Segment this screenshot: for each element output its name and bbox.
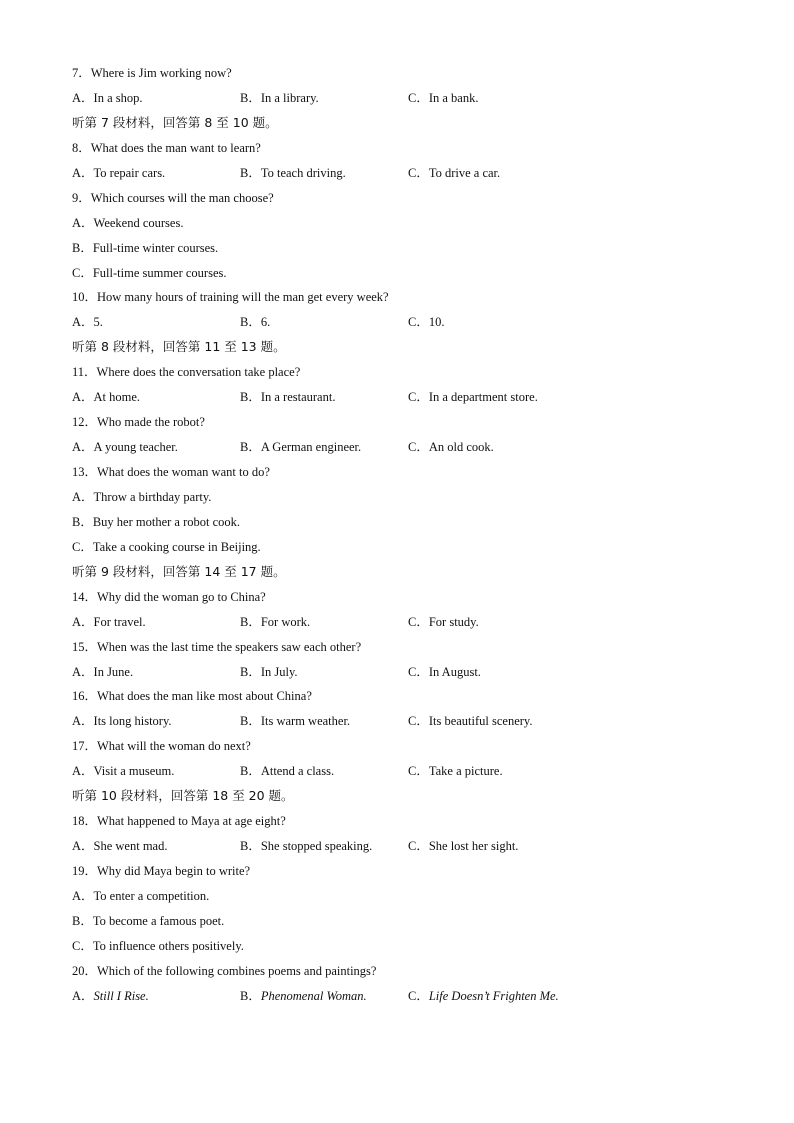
question-text: 10．How many hours of training will the man get every week? <box>72 290 389 305</box>
option-title: Life Doesn’t Frighten Me. <box>428 988 559 1003</box>
option-a: A．In a shop. <box>72 90 143 105</box>
section-instruction: 听第 9 段材料，回答第 14 至 17 题。 <box>72 563 286 579</box>
section-instruction: 听第 8 段材料，回答第 11 至 13 题。 <box>72 339 286 355</box>
option-c: C．To drive a car. <box>408 165 501 180</box>
option-a: A．In June. <box>72 664 134 679</box>
option-label: A． <box>72 988 94 1003</box>
question-text: 12．Who made the robot? <box>72 415 205 430</box>
option-label: B． <box>240 988 261 1003</box>
options-row <box>72 310 732 335</box>
question-text: 7．Where is Jim working now? <box>72 66 232 80</box>
option-b: B．For work. <box>240 614 311 629</box>
options-row <box>72 709 732 734</box>
options-row <box>72 610 732 635</box>
option-a <box>72 984 149 1009</box>
option-a: A．A young teacher. <box>72 440 178 455</box>
option-a: A．Visit a museum. <box>72 764 175 779</box>
question-text: 8．What does the man want to learn? <box>72 140 261 155</box>
question-text: 20．Which of the following combines poems and paintings? <box>72 963 377 978</box>
option-line: A．Weekend courses. <box>72 215 184 230</box>
question-text: 16．What does the man like most about China? <box>72 689 312 704</box>
question-sheet <box>72 61 732 1009</box>
question-text: 18．What happened to Maya at age eight? <box>72 814 286 829</box>
option-line: A．Throw a birthday party. <box>72 489 212 504</box>
option-b: B．In a restaurant. <box>240 390 336 405</box>
option-c: C．In August. <box>408 664 481 679</box>
option-line: C．Take a cooking course in Beijing. <box>72 539 261 554</box>
option-b: B．To teach driving. <box>240 165 346 180</box>
option-b: B．In a library. <box>240 90 319 105</box>
option-line: B．Buy her mother a robot cook. <box>72 514 241 529</box>
question-text: 11．Where does the conversation take place? <box>72 365 301 380</box>
options-row <box>72 834 732 859</box>
option-c: C．10. <box>408 315 445 330</box>
option-b: B．Its warm weather. <box>240 714 351 729</box>
option-b: B．In July. <box>240 664 298 679</box>
options-row <box>72 984 732 1009</box>
option-c: C．An old cook. <box>408 440 494 455</box>
options-row <box>72 385 732 410</box>
question-text: 17．What will the woman do next? <box>72 739 251 754</box>
option-b: B．Attend a class. <box>240 764 335 779</box>
option-c <box>408 984 559 1009</box>
option-b: B．A German engineer. <box>240 440 362 455</box>
options-row <box>72 161 732 186</box>
question-text: 13．What does the woman want to do? <box>72 465 270 479</box>
section-instruction: 听第 7 段材料，回答第 8 至 10 题。 <box>72 114 278 130</box>
question-text: 19．Why did Maya begin to write? <box>72 864 251 878</box>
option-b: B．She stopped speaking. <box>240 839 373 854</box>
section-instruction: 听第 10 段材料，回答第 18 至 20 题。 <box>72 788 294 804</box>
option-a: A．At home. <box>72 390 141 405</box>
option-title: Phenomenal Woman. <box>260 988 367 1003</box>
option-a: A．She went mad. <box>72 839 168 854</box>
option-label: C． <box>408 988 429 1003</box>
options-row <box>72 86 732 111</box>
option-c: C．In a department store. <box>408 390 538 405</box>
question-text: 14．Why did the woman go to China? <box>72 589 266 604</box>
option-line: C．To influence others positively. <box>72 938 244 953</box>
option-c: C．Take a picture. <box>408 764 503 779</box>
option-b <box>240 984 367 1009</box>
options-row <box>72 660 732 685</box>
option-line: C．Full-time summer courses. <box>72 265 227 280</box>
option-line: B．To become a famous poet. <box>72 913 225 928</box>
option-b: B．6. <box>240 315 271 330</box>
option-c: C．For study. <box>408 614 479 629</box>
option-a: A．For travel. <box>72 614 146 629</box>
options-row <box>72 435 732 460</box>
question-text: 15．When was the last time the speakers saw each other? <box>72 639 362 654</box>
question-text: 9．Which courses will the man choose? <box>72 190 274 205</box>
option-c: C．She lost her sight. <box>408 839 519 854</box>
option-line: A．To enter a competition. <box>72 888 210 903</box>
option-c: C．In a bank. <box>408 90 479 105</box>
option-a: A．5. <box>72 315 103 330</box>
option-c: C．Its beautiful scenery. <box>408 714 533 729</box>
options-row <box>72 759 732 784</box>
option-a: A．Its long history. <box>72 714 172 729</box>
option-a: A．To repair cars. <box>72 165 166 180</box>
option-title: Still I Rise. <box>93 988 149 1003</box>
option-line: B．Full-time winter courses. <box>72 240 219 255</box>
